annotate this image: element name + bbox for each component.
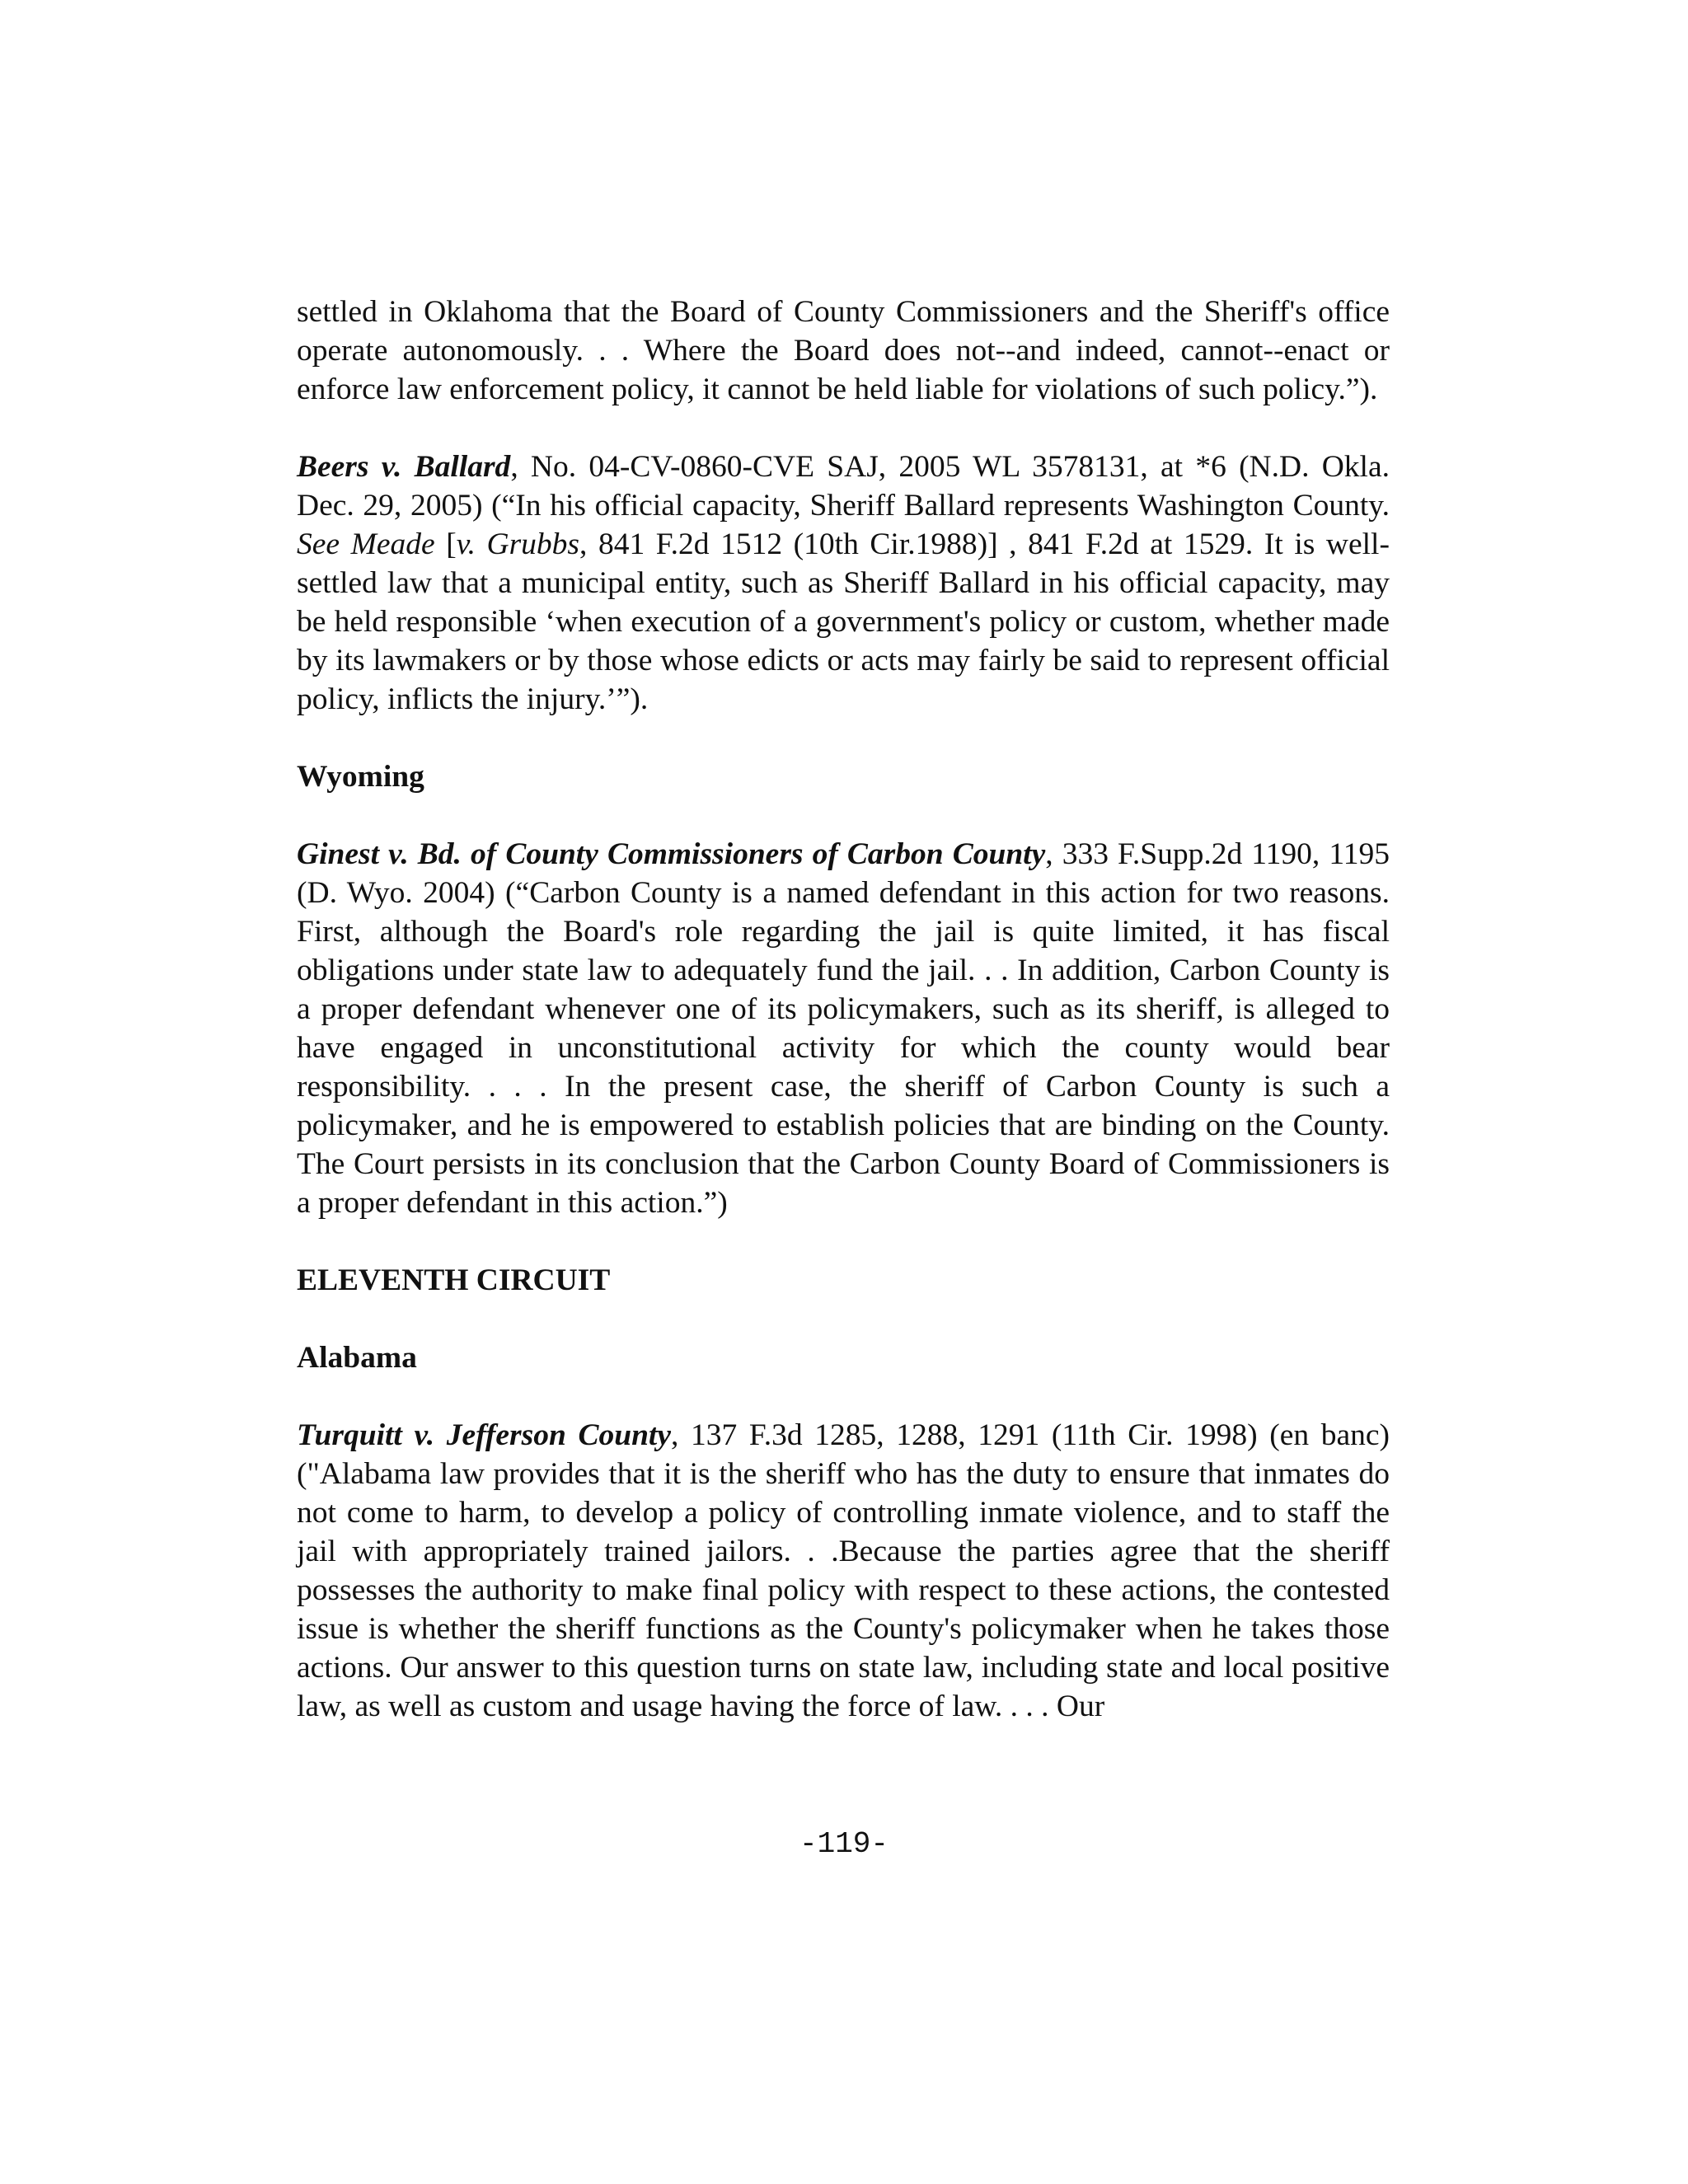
body-text: , No. 04-CV-0860-CVE SAJ, 2005 WL 3578131, at *6 (N.D. Okla. Dec. 29, 2005) (“In his official capacity, Sheriff Ballard represents Washington County. [297, 450, 1390, 523]
heading-wyoming: Wyoming [297, 760, 424, 794]
body-text: , 841 F.2d 1512 (10th Cir.1988)] , 841 F.2d at 1529. It is well-settled law that a municipal entity, such as Sheriff Ballard in his official capacity, may be held responsible ‘when execution of a government's policy or custom, whether made by its lawmakers or by those whose edicts or acts may fairly be said to represent official policy, inflicts the injury.’”). [297, 527, 1390, 716]
paragraph-turquitt [297, 1416, 1390, 1726]
body-text: settled in Oklahoma that the Board of County Commissioners and the Sheriff's office operate autonomously. . . Where the Board does not--and indeed, cannot--enact or enforce law enforcement policy, it cannot be held liable for violations of such policy.”). [297, 295, 1390, 406]
italic-text: v. Grubbs [456, 527, 580, 561]
page-number: -119- [799, 1827, 889, 1861]
heading-eleventh-circuit: ELEVENTH CIRCUIT [297, 1263, 611, 1297]
body-text: [ [434, 527, 457, 561]
body-text: , 137 F.3d 1285, 1288, 1291 (11th Cir. 1998) (en banc) ("Alabama law provides that it is the sheriff who has the duty to ensure that inmates do not come to harm, to develop a policy of controlling inmate violence, and to staff the jail with appropriately trained jailors. . .Because the parties agree that the sheriff possesses the authority to make final policy with respect to these actions, the contested issue is whether the sheriff functions as the County's policymaker when he takes those actions. Our answer to this question turns on state law, including state and local positive law, as well as custom and usage having the force of law. . . . Our [297, 1418, 1390, 1723]
case-name: Ginest v. Bd. of County Commissioners of Carbon County [297, 837, 1046, 871]
paragraph-ginest [297, 835, 1390, 1222]
italic-text: See Meade [297, 527, 435, 561]
paragraph-beers-v-ballard [297, 448, 1390, 719]
body-text: , 333 F.Supp.2d 1190, 1195 (D. Wyo. 2004) (“Carbon County is a named defendant in this action for two reasons. First, although the Board's role regarding the jail is quite limited, it has fiscal obligations under state law to adequately fund the jail. . . In addition, Carbon County is a proper defendant whenever one of its policymakers, such as its sheriff, is alleged to have engaged in unconstitutional activity for which the county would bear responsibility. . . . In the present case, the sheriff of Carbon County is such a policymaker, and he is empowered to establish policies that are binding on the County. The Court persists in its conclusion that the Carbon County Board of Commissioners is a proper defendant in this action.”) [297, 837, 1390, 1220]
case-name: Turquitt v. Jefferson County [297, 1418, 671, 1452]
case-name: Beers v. Ballard [297, 450, 511, 484]
heading-alabama: Alabama [297, 1341, 417, 1375]
page-body [297, 293, 1390, 1765]
paragraph-continuation [297, 293, 1390, 409]
